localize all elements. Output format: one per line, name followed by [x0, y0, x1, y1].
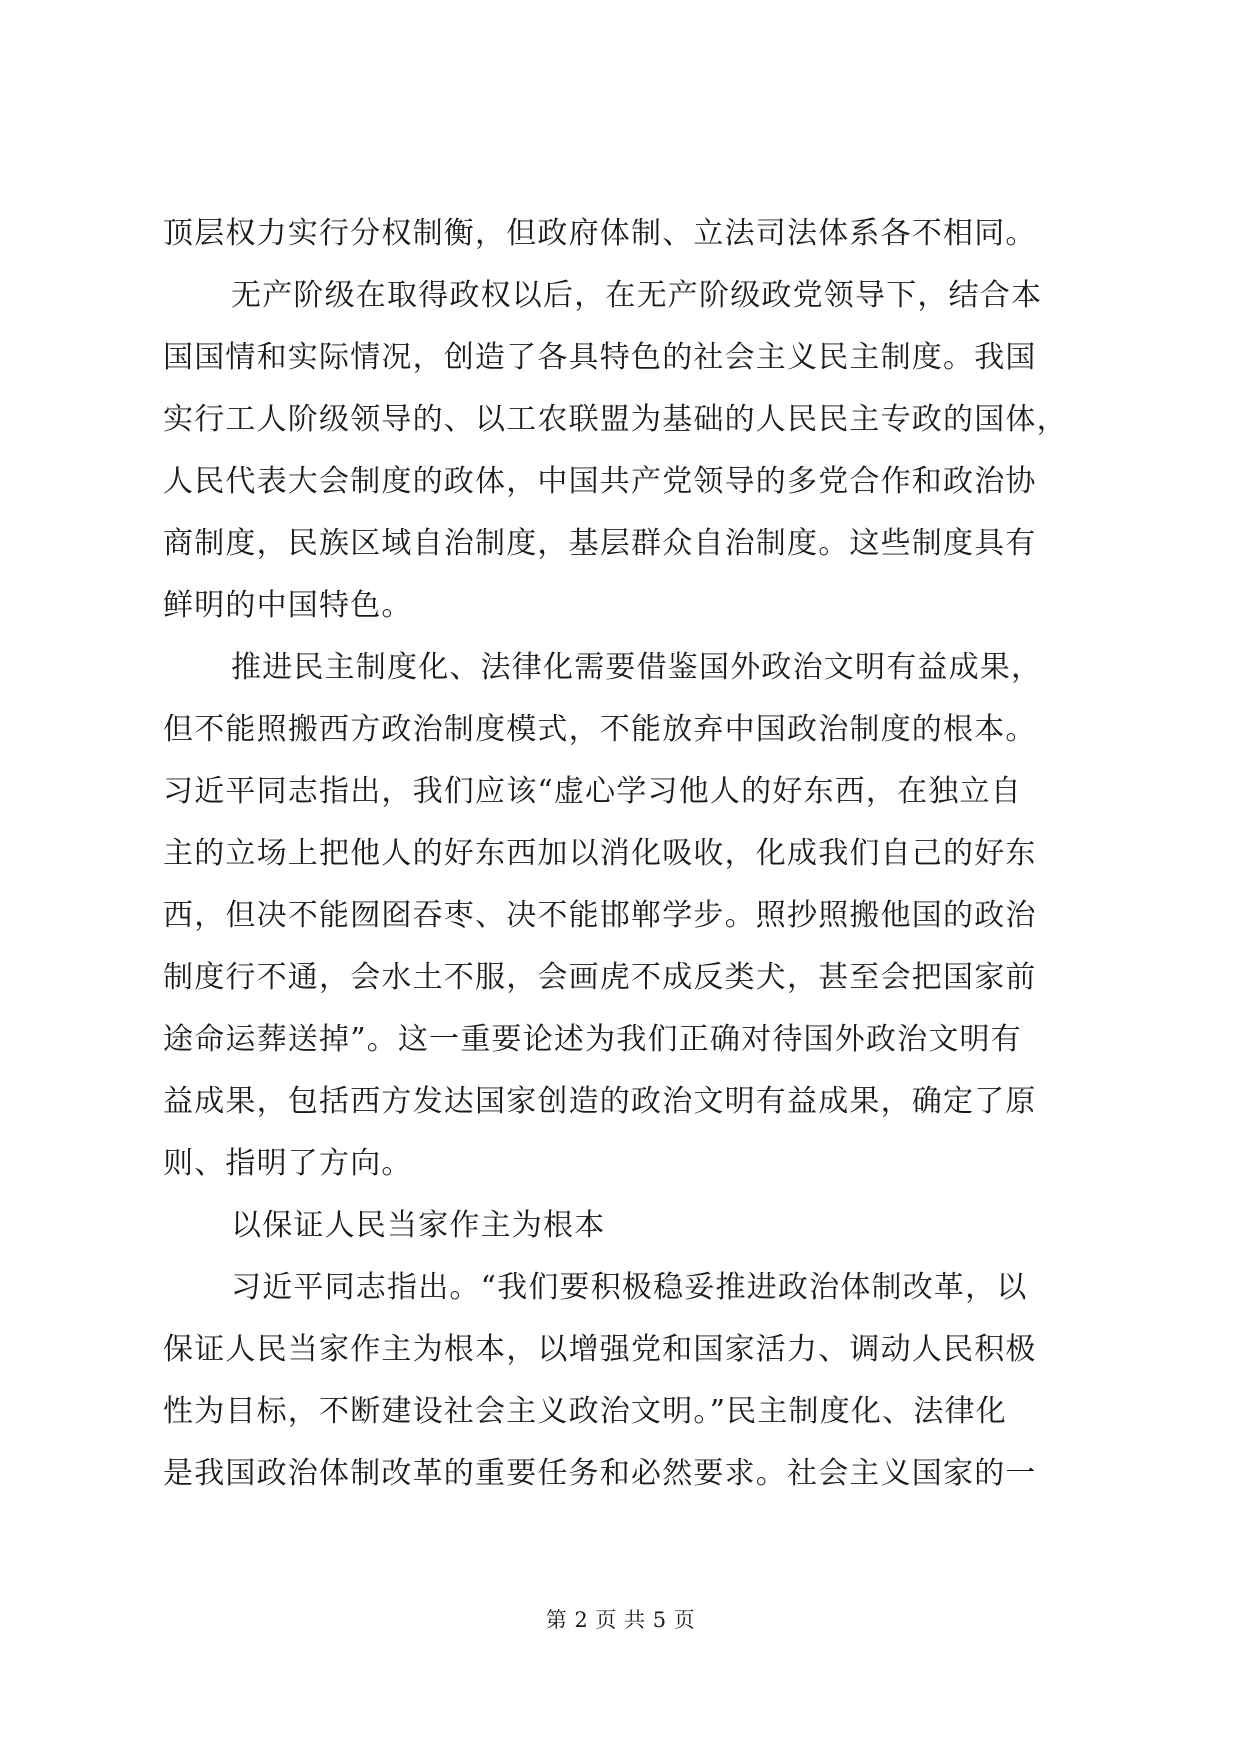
- text-line: 性为目标，不断建设社会主义政治文明。”民主制度化、法律化: [163, 1394, 1007, 1429]
- paragraph-start-line: 推进民主制度化、法律化需要借鉴国外政治文明有益成果，: [231, 650, 1043, 685]
- text-line: 国国情和实际情况，创造了各具特色的社会主义民主制度。我国: [163, 340, 1037, 375]
- text-line: 西，但决不能囫囵吞枣、决不能邯郸学步。照抄照搬他国的政治: [163, 898, 1037, 933]
- text-line: 主的立场上把他人的好东西加以消化吸收，化成我们自己的好东: [163, 836, 1037, 871]
- text-line: 顶层权力实行分权制衡，但政府体制、立法司法体系各不相同。: [163, 216, 1037, 251]
- page-number-footer: 第 2 页 共 5 页: [545, 1608, 696, 1632]
- text-line: 途命运葬送掉”。这一重要论述为我们正确对待国外政治文明有: [163, 1022, 1022, 1057]
- text-line: 商制度，民族区域自治制度，基层群众自治制度。这些制度具有: [163, 526, 1037, 561]
- text-line: 保证人民当家作主为根本，以增强党和国家活力、调动人民积极: [163, 1332, 1037, 1367]
- text-line: 是我国政治体制改革的重要任务和必然要求。社会主义国家的一: [163, 1456, 1037, 1491]
- section-heading: 以保证人民当家作主为根本: [231, 1208, 606, 1243]
- text-line: 鲜明的中国特色。: [163, 588, 413, 623]
- text-line: 但不能照搬西方政治制度模式，不能放弃中国政治制度的根本。: [163, 712, 1037, 747]
- text-line: 益成果，包括西方发达国家创造的政治文明有益成果，确定了原: [163, 1084, 1037, 1119]
- text-line: 制度行不通，会水土不服，会画虎不成反类犬，甚至会把国家前: [163, 960, 1037, 995]
- paragraph-start-line: 习近平同志指出。“我们要积极稳妥推进政治体制改革，以: [231, 1270, 1028, 1305]
- text-line: 人民代表大会制度的政体，中国共产党领导的多党合作和政治协: [163, 464, 1037, 499]
- text-line: 实行工人阶级领导的、以工农联盟为基础的人民民主专政的国体，: [163, 402, 1068, 437]
- paragraph-start-line: 无产阶级在取得政权以后，在无产阶级政党领导下，结合本: [231, 278, 1043, 313]
- text-line: 则、指明了方向。: [163, 1146, 413, 1181]
- text-line: 习近平同志指出，我们应该“虚心学习他人的好东西，在独立自: [163, 774, 1022, 809]
- document-body: [163, 203, 1083, 1505]
